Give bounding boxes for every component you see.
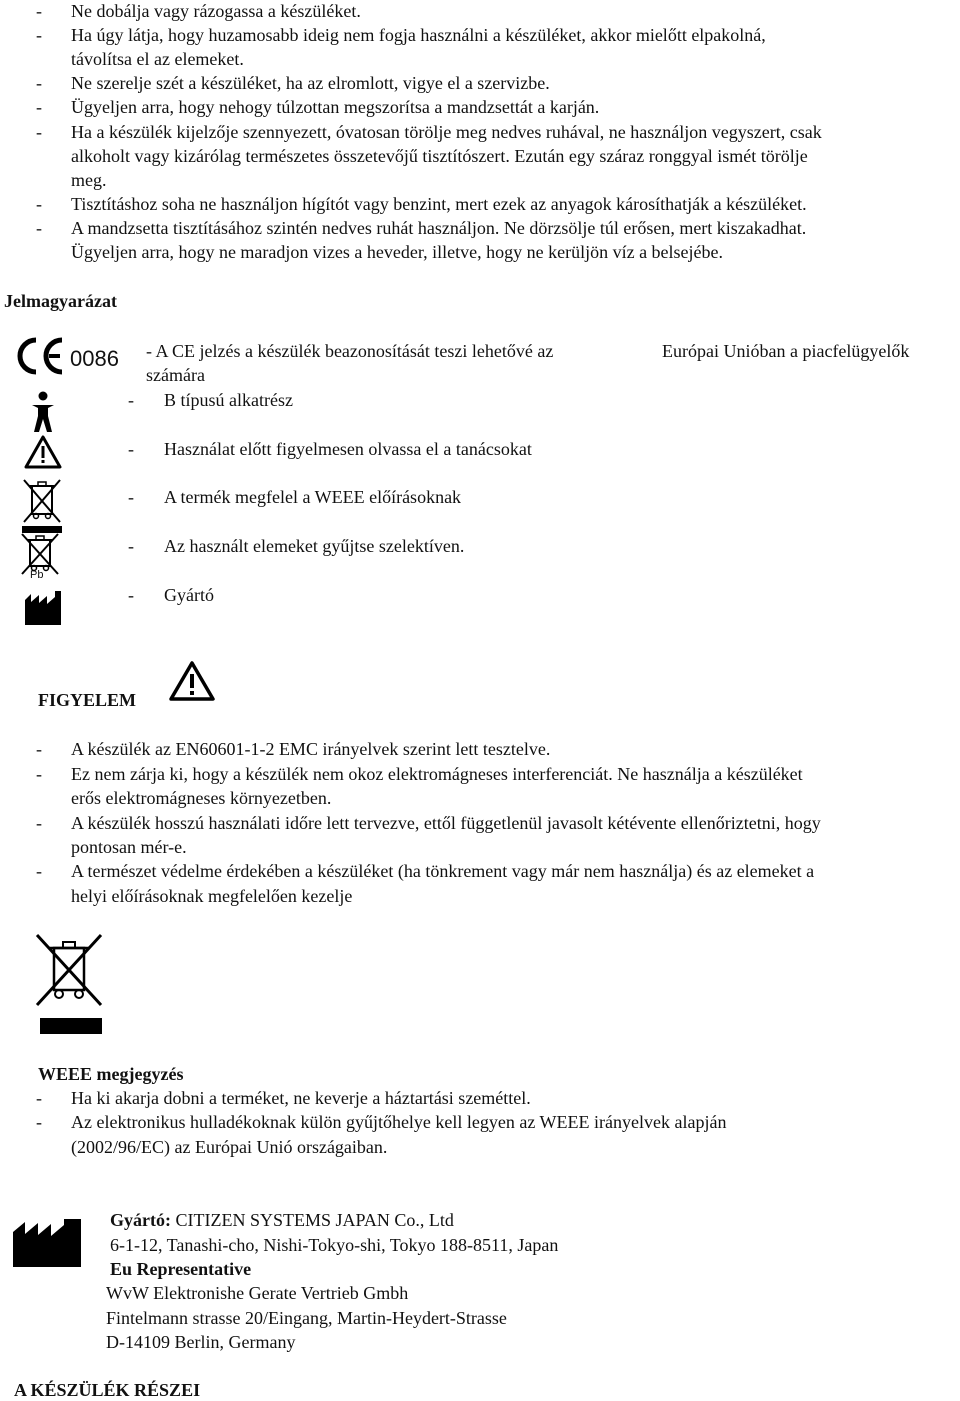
- warning-triangle-icon: [24, 435, 62, 469]
- legend-text-type-b: B típusú alkatrész: [164, 390, 293, 410]
- bullet-dash: -: [36, 1, 42, 21]
- legend-dash: -: [128, 536, 134, 556]
- weee-title: WEEE megjegyzés: [38, 1064, 184, 1084]
- bullet-text: Ez nem zárja ki, hogy a készülék nem okoz elektromágneses interferenciát. Ne használja a készüléket: [71, 764, 803, 784]
- bullet-dash: -: [36, 194, 42, 214]
- bullet-dash: -: [36, 25, 42, 45]
- manufacturer-icon: [12, 1218, 82, 1268]
- legend-dash: -: [128, 487, 134, 507]
- manufacturer-address: 6-1-12, Tanashi-cho, Nishi-Tokyo-shi, Tokyo 188-8511, Japan: [110, 1235, 559, 1255]
- bullet-dash: -: [36, 764, 42, 784]
- bullet-text: A készülék hosszú használati időre lett tervezve, ettől függetlenül javasolt kétévente ellenőriztetni, hogy: [71, 813, 821, 833]
- legend-text-battery: Az használt elemeket gyűjtse szelektíven.: [164, 536, 465, 556]
- eu-rep-line: Fintelmann strasse 20/Eingang, Martin-Heydert-Strasse: [106, 1308, 507, 1328]
- eu-rep-label: Eu Representative: [110, 1259, 252, 1279]
- legend-dash: -: [128, 390, 134, 410]
- bullet-dash: -: [36, 97, 42, 117]
- bullet-dash: -: [36, 861, 42, 881]
- bullet-text: pontosan mér-e.: [71, 837, 187, 857]
- bullet-dash: -: [36, 1088, 42, 1108]
- bullet-text: alkoholt vagy kizárólag természetes összetevőjű tisztítószert. Ezután egy száraz ronggyal ismét törölje: [71, 146, 808, 166]
- bullet-text: Ha úgy látja, hogy huzamosabb ideig nem fogja használni a készüléket, akkor mielőtt elpakolná,: [71, 25, 766, 45]
- manufacturer-label: Gyártó:: [110, 1210, 171, 1230]
- manufacturer-name: CITIZEN SYSTEMS JAPAN Co., Ltd: [170, 1210, 454, 1230]
- legend-text-warning: Használat előtt figyelmesen olvassa el a tanácsokat: [164, 439, 532, 459]
- bullet-text: Ügyeljen arra, hogy ne maradjon vizes a heveder, illetve, hogy ne kerüljön víz a belsejébe.: [71, 242, 724, 262]
- warning-title: FIGYELEM: [38, 690, 137, 710]
- legend-dash: -: [128, 439, 134, 459]
- bullet-dash: -: [36, 739, 42, 759]
- bullet-text: távolítsa el az elemeket.: [71, 49, 244, 69]
- weee-bin-large-icon: [34, 932, 104, 1036]
- bullet-text: Ha ki akarja dobni a terméket, ne keverje a háztartási szeméttel.: [71, 1088, 531, 1108]
- weee-bin-icon: [20, 476, 64, 534]
- ce-number: 0086: [70, 346, 119, 371]
- bullet-text: Tisztításhoz soha ne használjon hígítót vagy benzint, mert ezek az anyagok károsíthatják a készüléket.: [71, 194, 807, 214]
- bullet-dash: -: [36, 122, 42, 142]
- manufacturer-line: [110, 1209, 454, 1231]
- bullet-dash: -: [36, 73, 42, 93]
- bullet-text: A természet védelme érdekében a készüléket (ha tönkrement vagy már nem használja) és az elemeket a: [71, 861, 815, 881]
- bullet-text: (2002/96/EC) az Európai Unió országaiban.: [71, 1137, 388, 1157]
- manufacturer-icon: [24, 590, 62, 626]
- warning-triangle-icon: [168, 660, 216, 702]
- bullet-text: Az elektronikus hulladékoknak külön gyűjtőhelye kell legyen az WEEE irányelvek alapján: [71, 1112, 727, 1132]
- legend-text-weee: A termék megfelel a WEEE előírásoknak: [164, 487, 462, 507]
- legend-dash: -: [128, 585, 134, 605]
- legend-text-manufacturer: Gyártó: [164, 585, 214, 605]
- bullet-text: erős elektromágneses környezetben.: [71, 788, 332, 808]
- legend-text-ce: - A CE jelzés a készülék beazonosítását teszi lehetővé az: [146, 341, 554, 361]
- bullet-text: meg.: [71, 170, 107, 190]
- battery-pb-label: Pb: [30, 569, 44, 581]
- bullet-text: A készülék az EN60601-1-2 EMC irányelvek szerint lett tesztelve.: [71, 739, 551, 759]
- bullet-text: Ha a készülék kijelzője szennyezett, óvatosan törölje meg nedves ruhával, ne használjon vegyszert, csak: [71, 122, 822, 142]
- legend-text-ce-right: Európai Unióban a piacfelügyelők: [662, 341, 910, 361]
- type-b-applied-part-icon: [28, 391, 58, 433]
- bullet-text: Ne dobálja vagy rázogassa a készüléket.: [71, 1, 361, 21]
- eu-rep-line: D-14109 Berlin, Germany: [106, 1332, 296, 1352]
- bullet-dash: -: [36, 1112, 42, 1132]
- legend-title: Jelmagyarázat: [4, 291, 117, 311]
- eu-rep-line: WvW Elektronishe Gerate Vertrieb Gmbh: [106, 1283, 409, 1303]
- bullet-dash: -: [36, 218, 42, 238]
- bullet-dash: -: [36, 813, 42, 833]
- legend-text-ce-cont: számára: [146, 365, 205, 385]
- section-heading: A KÉSZÜLÉK RÉSZEI: [14, 1380, 201, 1400]
- bullet-text: Ne szerelje szét a készüléket, ha az elromlott, vigye el a szervizbe.: [71, 73, 550, 93]
- bullet-text: Ügyeljen arra, hogy nehogy túlzottan megszorítsa a mandzsettát a karján.: [71, 97, 600, 117]
- bullet-text: A mandzsetta tisztításához szintén nedves ruhát használjon. Ne dörzsölje túl erősen, mert kiszakadhat.: [71, 218, 807, 238]
- bullet-text: helyi előírásoknak megfelelően kezelje: [71, 886, 353, 906]
